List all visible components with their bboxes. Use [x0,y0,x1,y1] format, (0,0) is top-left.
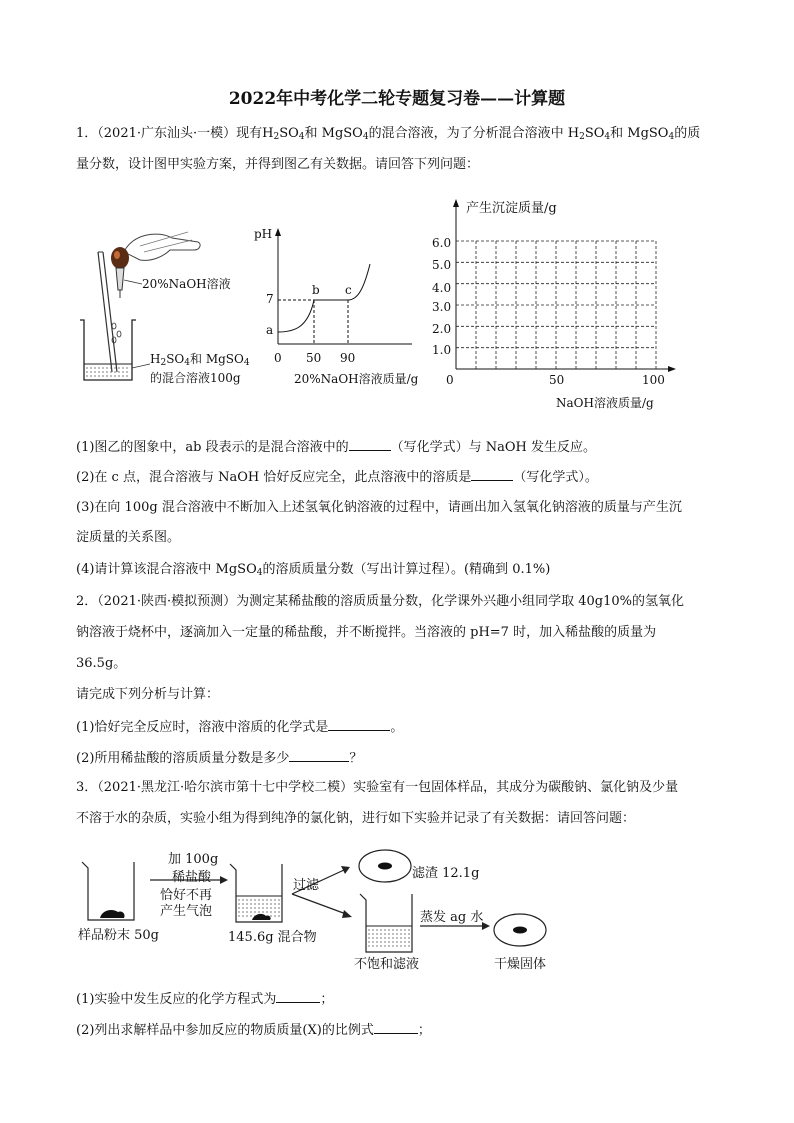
flow-residue-label: 滤渣 12.1g [412,866,480,881]
q1-intro-line1: 1．（2021·广东汕头·一模）现有$H_2SO_4$和 MgSO$_4$的混合溶液，为了分析混合溶液中 $H_2SO_4$和 MgSO$_4$的质 [76,126,701,142]
q2-line2: 钠溶液于烧杯中，逐滴加入一定量的稀盐酸，并不断搅拌。当溶液的 pH=7 时，加入稀盐酸的质量为 [76,625,657,640]
grid-y-tick-2: 2.0 [432,322,452,336]
q2-line3: 36.5g。 [76,656,127,671]
q2-line1: 2．（2021·陕西·模拟预测）为测定某稀盐酸的溶质质量分数，化学课外兴趣小组同学取 40g10%的氢氧化 [76,594,685,609]
q2-sub1: (1)恰好完全反应时，溶液中溶质的化学式是 。 [76,720,404,735]
grid-x-label: NaOH溶液质量/g [556,396,654,410]
grid-y-tick-5: 5.0 [432,258,452,272]
grid-y-tick-1: 1.0 [432,343,452,357]
grid-y-tick-6: 6.0 [432,236,452,250]
flow-dry-solid-label: 干燥固体 [494,957,547,972]
beaker-mixture [230,864,282,922]
answer-blank[interactable] [289,749,349,762]
ph-x-label: 20%NaOH溶液质量/g [294,372,419,386]
beaker-filtrate [360,894,412,952]
flow-add-line1: 加 100g [168,852,219,867]
grid-y-tick-4: 4.0 [432,281,452,295]
precipitate-grid-chart [430,195,680,395]
q2-sub2: (2)所用稀盐酸的溶质质量分数是多少 ？ [76,751,363,766]
grid-y-tick-3: 3.0 [432,300,452,314]
grid-lines [456,241,656,369]
q3-line2: 不溶于水的杂质，实验小组为得到纯净的氯化钠，进行如下实验并记录了有关数据：请回答问题： [76,811,636,826]
flow-filtrate-label: 不饱和滤液 [354,957,420,972]
q1-sub1: (1)图乙的图象中，ab 段表示的是混合溶液中的 （写化学式）与 NaOH 发生反应。 [76,440,597,455]
point-a-label: a [266,323,274,337]
q3-sub1: (1)实验中发生反应的化学方程式为 ； [76,992,334,1007]
curve-ab [278,300,314,332]
ph-x-tick-0: 0 [274,351,282,365]
q1-intro-line2: 量分数，设计图甲实验方案，并得到图乙有关数据。请回答下列问题： [76,157,480,172]
point-b-label: b [312,283,320,297]
q1-sub2: (2)在 c 点，混合溶液与 NaOH 恰好反应完全，此点溶液中的溶质是 （写化学式）。 [76,470,598,485]
flow-condition-line2: 产生气泡 [160,904,213,919]
point-c-label: c [345,283,352,297]
mixed-solution-label-line2: 的混合溶液100g [150,371,241,385]
flow-mixture-label: 145.6g 混合物 [228,930,317,945]
answer-blank[interactable] [349,438,391,451]
q3-line1: 3．（2021·黑龙江·哈尔滨市第十七中学校二模）实验室有一包固体样品，其成分为碳酸钠、氯化钠及少量 [76,780,679,795]
naoh-solution-label: 20%NaOH溶液 [142,277,231,291]
flow-add-line2: 稀盐酸 [172,870,212,885]
answer-blank[interactable] [328,718,390,731]
ph-x-tick-50: 50 [306,351,322,365]
q3-sub2: (2)列出求解样品中参加反应的物质质量(X)的比例式 ； [76,1023,431,1038]
flow-condition-line1: 恰好不再 [160,888,213,903]
q1-sub3-line2: 淀质量的关系图。 [76,530,181,545]
grid-x-tick-0: 0 [446,373,454,387]
flow-evaporate-label: 蒸发 ag 水 [420,910,484,925]
q1-sub3-line1: (3)在向 100g 混合溶液中不断加入上述氢氧化钠溶液的过程中，请画出加入氢氧化钠溶液的质量与产生沉 [76,500,682,515]
q2-line4: 请完成下列分析与计算： [76,687,220,702]
ph-tick-7: 7 [266,292,274,306]
grid-x-tick-100: 100 [642,373,665,387]
answer-blank[interactable] [471,468,513,481]
ph-x-tick-90: 90 [340,351,356,365]
grid-y-label: 产生沉淀质量/g [466,201,557,216]
answer-blank[interactable] [276,990,320,1003]
page-title: 2022年中考化学二轮专题复习卷——计算题 [228,89,566,109]
mixed-solution-label-line1: $H_2SO_4$和 MgSO$_4$ [150,352,250,368]
q1-sub4: (4)请计算该混合溶液中 MgSO$_4$的溶质质量分数（写出计算过程）。(精确到 0.1%) [76,562,551,578]
ph-curve-chart [250,222,440,394]
grid-x-tick-50: 50 [549,373,565,387]
flow-filter-label: 过滤 [293,878,320,893]
answer-blank[interactable] [374,1021,418,1034]
ph-y-label: pH [254,227,273,241]
flow-sample-label: 样品粉末 50g [78,928,159,943]
